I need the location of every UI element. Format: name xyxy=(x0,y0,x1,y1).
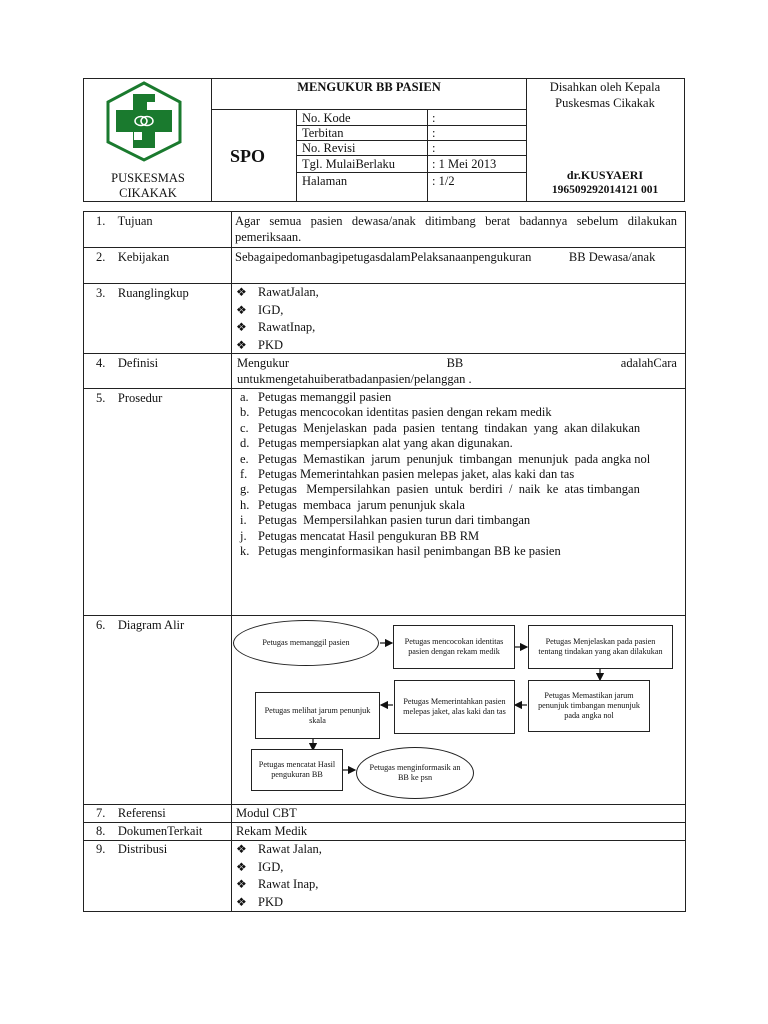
meta-value-kode: : xyxy=(432,111,436,125)
list-item: c. Petugas Menjelaskan pada pasien tentang tindakan yang akan dilakukan xyxy=(240,420,641,435)
label-diagram-alir: 6. Diagram Alir xyxy=(96,618,185,632)
approval-line2: Puskesmas Cikakak xyxy=(555,96,655,110)
diamond-bullet-icon: ❖ xyxy=(236,894,247,909)
list-item: e. Petugas Memastikan jarum penunjuk timbangan menunjuk pada angka nol xyxy=(240,451,651,466)
meta-label-revisi: No. Revisi xyxy=(302,141,356,155)
diamond-bullet-icon: ❖ xyxy=(236,337,247,352)
meta-label-terbitan: Terbitan xyxy=(302,126,344,140)
label-tujuan: 1. Tujuan xyxy=(96,214,153,228)
label-kebijakan: 2. Kebijakan xyxy=(96,250,170,264)
list-item: d. Petugas mempersiapkan alat yang akan digunakan. xyxy=(240,436,513,451)
text-tujuan: Agar semua pasien dewasa/anak ditimbang berat badannya sebelum dilakukan pemeriksaan. xyxy=(235,214,677,244)
meta-label-tgl: Tgl. MulaiBerlaku xyxy=(302,157,396,171)
diamond-bullet-icon: ❖ xyxy=(236,859,247,874)
diamond-bullet-icon: ❖ xyxy=(236,320,247,334)
meta-label-halaman: Halaman xyxy=(302,174,348,188)
list-item: h. Petugas membaca jarum penunjuk skala xyxy=(240,497,465,512)
flow-node: Petugas Memastikan jarum penunjuk timbangan menunjuk pada angka nol xyxy=(528,680,650,732)
meta-value-terbitan: : xyxy=(432,126,436,140)
distribusi-list xyxy=(236,841,676,911)
label-ruang-lingkup: 3. Ruanglingkup xyxy=(96,286,189,300)
list-item: a. Petugas memanggil pasien xyxy=(240,390,392,404)
list-item: b. Petugas mencocokan identitas pasien dengan rekam medik xyxy=(240,405,552,420)
diamond-bullet-icon: ❖ xyxy=(236,842,247,856)
list-item: ❖ PKD xyxy=(236,337,676,355)
meta-value-tgl: : 1 Mei 2013 xyxy=(432,157,497,171)
list-item: ❖ RawatJalan, xyxy=(236,284,676,302)
flow-node: Petugas mencatat Hasil pengukuran BB xyxy=(251,749,343,791)
label-definisi: 4. Definisi xyxy=(96,356,159,370)
diamond-bullet-icon: ❖ xyxy=(236,285,247,299)
diamond-bullet-icon: ❖ xyxy=(236,302,247,317)
approval-line1: Disahkan oleh Kepala xyxy=(549,80,661,94)
meta-value-halaman: : 1/2 xyxy=(432,174,455,188)
definisi-line2: untukmengetahuiberatbadanpasien/pelanggan . xyxy=(237,372,472,386)
list-item: ❖ Rawat Jalan, xyxy=(236,841,676,859)
text-dokumen-terkait: Rekam Medik xyxy=(236,824,308,838)
list-item: ❖ IGD, xyxy=(236,302,676,320)
list-item: k. Petugas menginformasikan hasil penimbangan BB ke pasien xyxy=(240,544,561,559)
signer-nip: 196509292014121 001 xyxy=(551,184,659,196)
list-item: i. Petugas Mempersilahkan pasien turun dari timbangan xyxy=(240,513,531,528)
signer-name: dr.KUSYAERI xyxy=(566,168,644,182)
label-prosedur: 5. Prosedur xyxy=(96,391,163,405)
flow-node: Petugas melihat jarum penunjuk skala xyxy=(255,692,380,739)
list-item: g. Petugas Mempersilahkan pasien untuk berdiri / naik ke atas timbangan xyxy=(240,482,640,497)
flow-node: Petugas mencocokan identitas pasien dengan rekam medik xyxy=(393,625,515,669)
text-referensi: Modul CBT xyxy=(236,806,297,820)
diamond-bullet-icon: ❖ xyxy=(236,877,247,891)
text-kebijakan: SebagaipedomanbagipetugasdalamPelaksanaanpengukuran BB Dewasa/anak xyxy=(235,250,656,264)
label-referensi: 7. Referensi xyxy=(96,806,166,820)
list-item: ❖ PKD xyxy=(236,894,676,912)
list-item: ❖ IGD, xyxy=(236,859,676,877)
list-item: j. Petugas mencatat Hasil pengukuran BB RM xyxy=(240,528,480,543)
list-item: f. Petugas Memerintahkan pasien melepas jaket, alas kaki dan tas xyxy=(240,467,575,482)
label-distribusi: 9. Distribusi xyxy=(96,842,168,856)
flow-node: Petugas Memerintahkan pasien melepas jaket, alas kaki dan tas xyxy=(394,680,515,734)
document-title: MENGUKUR BB PASIEN xyxy=(297,80,441,94)
org-name-line1: PUSKESMAS xyxy=(111,171,185,185)
label-dokumen-terkait: 8. DokumenTerkait xyxy=(96,824,203,838)
meta-label-kode: No. Kode xyxy=(302,111,351,125)
list-item: ❖ Rawat Inap, xyxy=(236,876,676,894)
flow-node: Petugas Menjelaskan pada pasien tentang tindakan yang akan dilakukan xyxy=(528,625,673,669)
flow-node-start: Petugas memanggil pasien xyxy=(233,620,379,666)
doc-type: SPO xyxy=(230,146,266,166)
definisi-line1: Mengukur BB adalahCara xyxy=(237,356,677,370)
meta-value-revisi: : xyxy=(432,141,436,155)
org-name-line2: CIKAKAK xyxy=(119,186,177,200)
list-item: ❖ RawatInap, xyxy=(236,319,676,337)
flow-node-end: Petugas menginformasik an BB ke psn xyxy=(356,747,474,799)
